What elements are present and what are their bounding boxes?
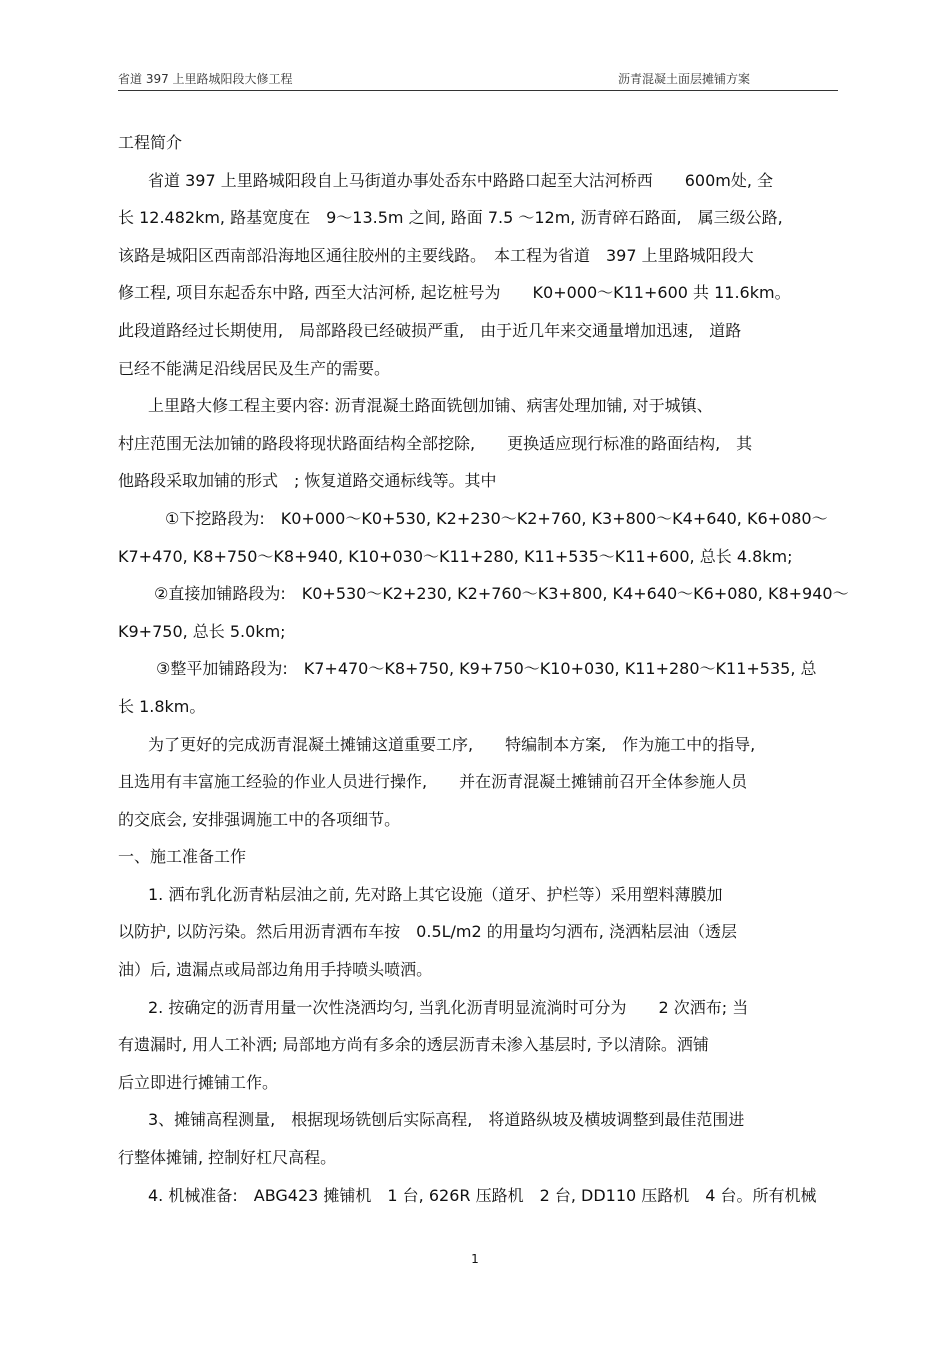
document-body	[118, 124, 849, 1214]
paragraph-line: 长 12.482km, 路基宽度在 9～13.5m 之间, 路面 7.5 ～12m, 沥青碎石路面, 属三级公路,	[118, 208, 783, 228]
paragraph-line: 省道 397 上里路城阳段自上马街道办事处岙东中路路口起至大沽河桥西 600m处, 全	[148, 170, 774, 190]
paragraph-line: 此段道路经过长期使用, 局部路段已经破损严重, 由于近几年来交通量增加迅速, 道路	[118, 320, 742, 340]
list-item-line: ③整平加铺路段为: K7+470～K8+750, K9+750～K10+030, K11+280～K11+535, 总	[156, 659, 817, 679]
paragraph-line: 油）后, 遗漏点或局部边角用手持喷头喷洒。	[118, 960, 433, 980]
paragraph-line: 为了更好的完成沥青混凝土摊铺这道重要工序, 特编制本方案, 作为施工中的指导,	[148, 734, 756, 754]
paragraph-line: 4. 机械准备: ABG423 摊铺机 1 台, 626R 压路机 2 台, DD110 压路机 4 台。所有机械	[148, 1185, 817, 1205]
list-item-line: ①下挖路段为: K0+000～K0+530, K2+230～K2+760, K3+800～K4+640, K6+080～	[165, 508, 828, 528]
paragraph-line: 行整体摊铺, 控制好杠尺高程。	[118, 1148, 337, 1168]
paragraph-line: 3、摊铺高程测量, 根据现场铣刨后实际高程, 将道路纵坡及横坡调整到最佳范围进	[148, 1110, 745, 1130]
header-document-title: 沥青混凝土面层摊铺方案	[618, 72, 751, 86]
paragraph-line: 该路是城阳区西南部沿海地区通往胶州的主要线路。 本工程为省道 397 上里路城阳段大	[118, 245, 754, 265]
page-header	[118, 66, 838, 91]
paragraph-line: 且选用有丰富施工经验的作业人员进行操作, 并在沥青混凝土摊铺前召开全体参施人员	[118, 772, 748, 792]
paragraph-line: 上里路大修工程主要内容: 沥青混凝土路面铣刨加铺、病害处理加铺, 对于城镇、	[148, 396, 713, 416]
paragraph-line: 2. 按确定的沥青用量一次性浇洒均匀, 当乳化沥青明显流淌时可分为 2 次洒布; 当	[148, 997, 749, 1017]
list-item-line: K9+750, 总长 5.0km;	[118, 621, 286, 641]
list-item-line: K7+470, K8+750～K8+940, K10+030～K11+280, K11+535～K11+600, 总长 4.8km;	[118, 546, 793, 566]
paragraph-line: 修工程, 项目东起岙东中路, 西至大沽河桥, 起讫桩号为 K0+000～K11+600 共 11.6km。	[118, 283, 791, 303]
paragraph-line: 后立即进行摊铺工作。	[118, 1072, 279, 1092]
paragraph-line: 他路段采取加铺的形式 ; 恢复道路交通标线等。其中	[118, 471, 497, 491]
paragraph-line: 1. 洒布乳化沥青粘层油之前, 先对路上其它设施（道牙、护栏等）采用塑料薄膜加	[148, 884, 723, 904]
paragraph-line: 已经不能满足沿线居民及生产的需要。	[118, 358, 391, 378]
paragraph-line: 有遗漏时, 用人工补洒; 局部地方尚有多余的透层沥青未渗入基层时, 予以清除。洒铺	[118, 1035, 709, 1055]
section-heading-preparation: 一、施工准备工作	[118, 847, 247, 867]
paragraph-line: 的交底会, 安排强调施工中的各项细节。	[118, 809, 401, 829]
header-project-title: 省道 397 上里路城阳段大修工程	[118, 72, 293, 86]
section-heading-intro: 工程简介	[118, 133, 183, 152]
list-item-line: 长 1.8km。	[118, 696, 206, 716]
list-item-line: ②直接加铺路段为: K0+530～K2+230, K2+760～K3+800, K4+640～K6+080, K8+940～	[154, 584, 849, 604]
page-number: 1	[471, 1252, 479, 1266]
paragraph-line: 村庄范围无法加铺的路段将现状路面结构全部挖除, 更换适应现行标准的路面结构, 其	[118, 433, 753, 453]
paragraph-line: 以防护, 以防污染。然后用沥青洒布车按 0.5L/m2 的用量均匀洒布, 浇洒粘层油（透层	[118, 922, 737, 942]
